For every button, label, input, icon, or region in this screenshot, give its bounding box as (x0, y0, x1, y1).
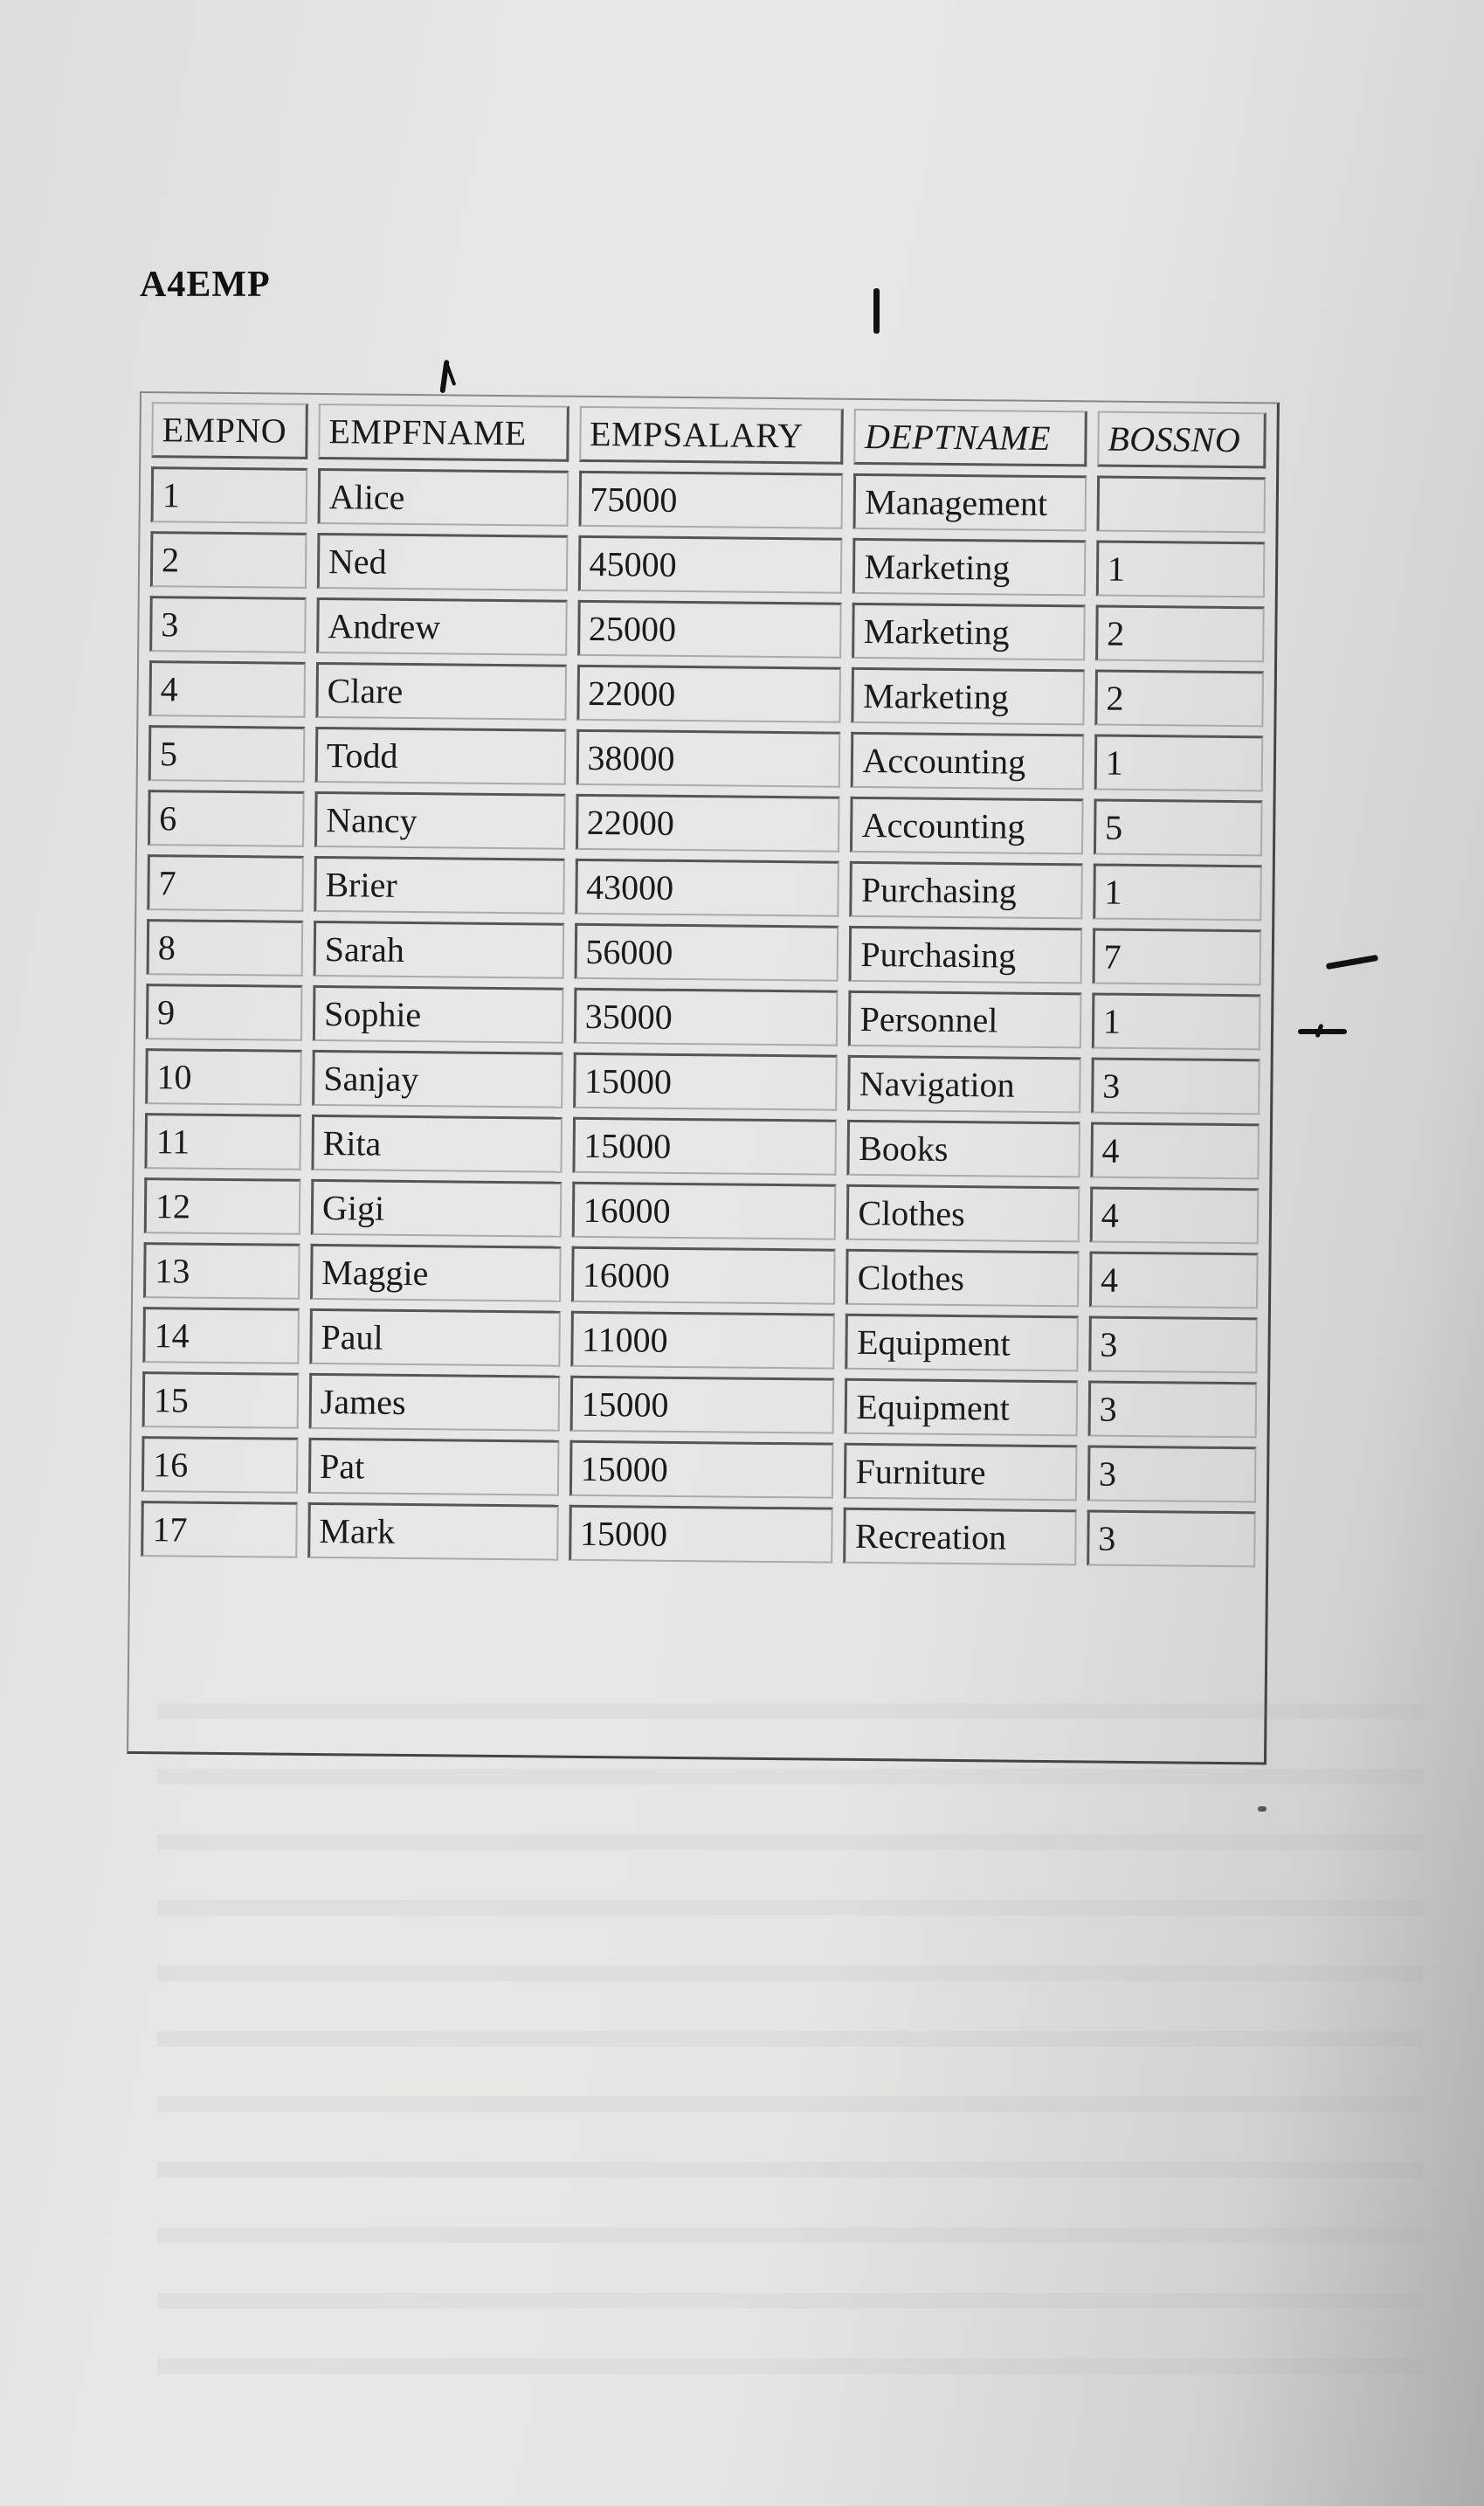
cell-bossno: 4 (1090, 1122, 1260, 1179)
header-bossno: BOSSNO (1097, 411, 1267, 469)
cell-empfname: Pat (308, 1438, 559, 1496)
cell-deptname: Purchasing (850, 861, 1083, 920)
cell-deptname: Navigation (848, 1055, 1081, 1114)
cell-empfname: Todd (315, 727, 566, 785)
pen-mark-arrow-row8 (1298, 1029, 1347, 1034)
cell-empno: 15 (142, 1371, 300, 1429)
cell-bossno: 4 (1089, 1251, 1259, 1308)
cell-bossno: 4 (1090, 1186, 1260, 1244)
table-row (142, 1371, 1258, 1438)
cell-empno: 17 (141, 1501, 298, 1558)
cell-deptname: Clothes (846, 1184, 1080, 1243)
cell-deptname: Marketing (852, 603, 1086, 661)
cell-empfname: Brier (314, 856, 564, 915)
header-empfname: EMPFNAME (318, 404, 569, 462)
cell-empsalary: 15000 (569, 1440, 834, 1499)
table-row (151, 466, 1267, 533)
cell-empfname: Sophie (313, 985, 563, 1044)
cell-empsalary: 22000 (576, 794, 841, 853)
cell-empsalary: 56000 (574, 923, 839, 982)
cell-bossno: 1 (1092, 992, 1261, 1050)
cell-bossno: 5 (1094, 799, 1263, 857)
cell-bossno: 2 (1094, 670, 1264, 728)
cell-deptname: Marketing (852, 667, 1085, 726)
cell-empno: 4 (148, 660, 306, 718)
cell-deptname: Accounting (850, 797, 1083, 855)
table-row (146, 984, 1261, 1050)
table-row (144, 1113, 1260, 1179)
table-row (148, 660, 1264, 727)
header-row (151, 402, 1267, 468)
table-row (147, 854, 1262, 921)
pen-mark-arrow-row7 (1326, 955, 1378, 970)
cell-empsalary: 15000 (569, 1505, 834, 1564)
cell-empno: 13 (143, 1242, 300, 1300)
cell-bossno: 3 (1087, 1509, 1256, 1567)
cell-empno: 12 (144, 1177, 301, 1235)
cell-empsalary: 16000 (571, 1246, 837, 1305)
cell-empfname: James (309, 1373, 560, 1432)
cell-empfname: Nancy (314, 791, 565, 850)
cell-bossno: 2 (1095, 605, 1265, 663)
table-row (143, 1242, 1259, 1308)
cell-empfname: Paul (309, 1308, 560, 1367)
cell-empsalary: 15000 (572, 1117, 838, 1176)
cell-deptname: Recreation (844, 1508, 1077, 1566)
cell-empsalary: 25000 (577, 600, 843, 659)
cell-empfname: Ned (317, 533, 568, 591)
table-row (141, 1501, 1256, 1567)
cell-deptname: Books (847, 1120, 1080, 1178)
header-deptname: DEPTNAME (854, 409, 1087, 467)
cell-empsalary: 43000 (575, 859, 840, 917)
cell-deptname: Clothes (846, 1249, 1079, 1308)
cell-deptname: Management (853, 473, 1087, 532)
cell-empno: 6 (148, 790, 305, 847)
cell-empno: 7 (147, 854, 304, 912)
cell-bossno: 1 (1093, 864, 1262, 922)
cell-empno: 2 (150, 531, 307, 589)
cell-empsalary: 15000 (573, 1053, 839, 1111)
cell-empno: 5 (148, 725, 306, 783)
cell-empsalary: 15000 (569, 1376, 835, 1434)
cell-empfname: Alice (317, 468, 568, 527)
cell-empsalary: 45000 (577, 535, 843, 594)
table-row (148, 790, 1263, 856)
cell-bossno: 3 (1087, 1445, 1257, 1502)
cell-bossno: 3 (1087, 1380, 1257, 1438)
cell-deptname: Personnel (848, 991, 1081, 1049)
cell-deptname: Marketing (852, 538, 1086, 597)
cell-bossno: 7 (1092, 929, 1261, 986)
cell-empno: 11 (144, 1113, 301, 1170)
cell-empfname: Sanjay (312, 1050, 563, 1108)
cell-bossno: 1 (1094, 735, 1263, 792)
cell-empno: 10 (145, 1048, 302, 1106)
cell-empno: 9 (146, 984, 303, 1041)
cell-bossno: 3 (1088, 1315, 1258, 1373)
table-row (144, 1177, 1260, 1244)
table-row (148, 725, 1264, 791)
cell-empno: 16 (141, 1436, 299, 1494)
cell-empfname: Maggie (310, 1244, 561, 1302)
cell-empsalary: 22000 (576, 665, 842, 723)
cell-empsalary: 11000 (570, 1311, 836, 1370)
cell-empno: 14 (142, 1307, 300, 1364)
cell-empsalary: 16000 (571, 1182, 837, 1240)
cell-empfname: Clare (315, 662, 566, 721)
cell-empfname: Andrew (316, 597, 567, 656)
cell-deptname: Accounting (851, 732, 1084, 790)
table-row (150, 531, 1266, 597)
cell-empno: 8 (147, 919, 304, 977)
table-row (141, 1436, 1257, 1502)
cell-bossno: 3 (1091, 1057, 1260, 1115)
cell-bossno (1096, 476, 1266, 534)
cell-deptname: Purchasing (849, 926, 1082, 984)
cell-empfname: Sarah (313, 921, 563, 979)
cell-empno: 3 (149, 596, 307, 653)
bleed-through-text (323, 218, 1459, 323)
cell-deptname: Equipment (846, 1314, 1079, 1372)
cell-empsalary: 35000 (573, 988, 839, 1046)
cell-empfname: Gigi (311, 1179, 562, 1238)
cell-empno: 1 (151, 466, 308, 524)
pen-mark-dot (1258, 1806, 1267, 1812)
header-empno: EMPNO (151, 402, 308, 459)
cell-empsalary: 38000 (576, 729, 841, 788)
cell-empsalary: 75000 (578, 471, 844, 529)
employee-table-frame (127, 391, 1280, 1764)
table-row (145, 1048, 1260, 1115)
employee-table (130, 393, 1277, 1576)
bleed-through-lines (157, 1703, 1424, 2402)
cell-deptname: Equipment (845, 1378, 1078, 1437)
table-row (147, 919, 1262, 985)
pen-mark-vertical (873, 288, 880, 334)
table-row (149, 596, 1265, 662)
cell-deptname: Furniture (844, 1443, 1077, 1502)
table-row (142, 1307, 1258, 1373)
cell-bossno: 1 (1096, 541, 1266, 598)
cell-empfname: Mark (307, 1502, 558, 1561)
table-title: A4EMP (140, 265, 271, 305)
cell-empfname: Rita (311, 1115, 562, 1173)
header-empsalary: EMPSALARY (579, 406, 845, 465)
